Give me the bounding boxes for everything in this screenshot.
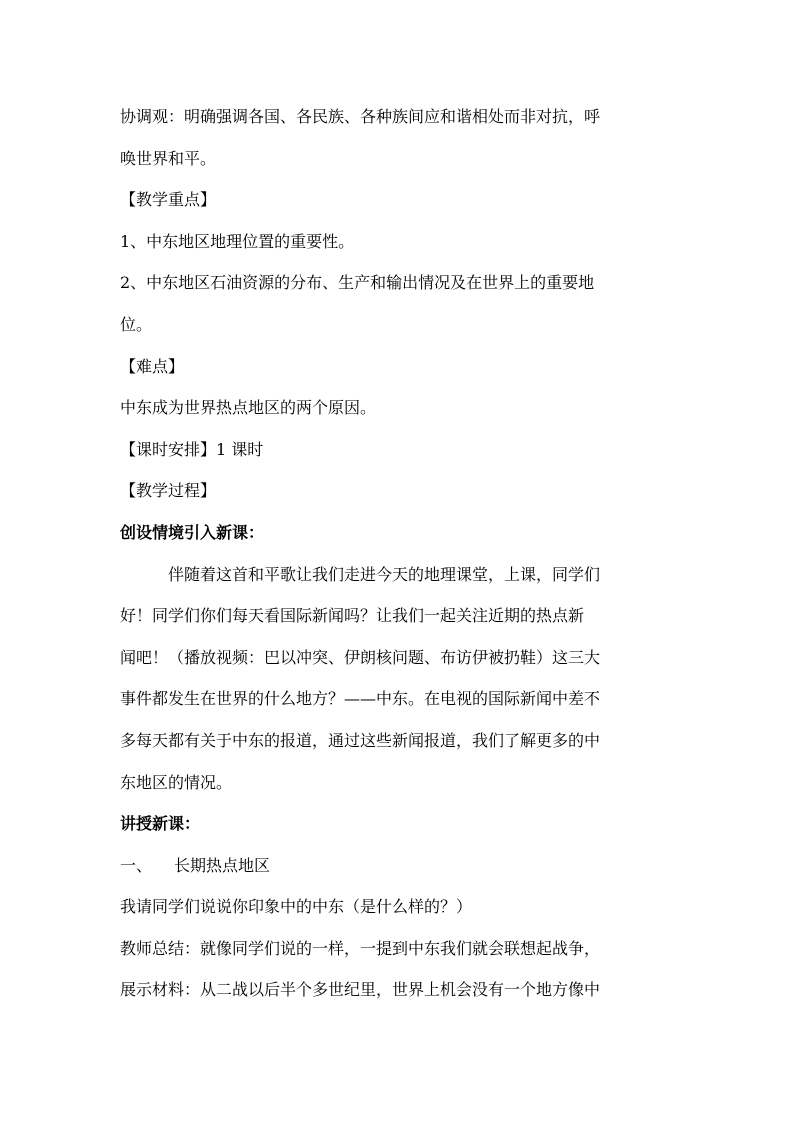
text-line: 协调观：明确强调各国、各民族、各种族间应和谐相处而非对抗，呼 [120,107,601,126]
section-heading-schedule: 【课时安排】1 课时 [120,439,264,459]
paragraph-line: 好！同学们你们每天看国际新闻吗？让我们一起关注近期的热点新 [120,606,585,626]
numbered-heading [120,845,690,887]
list-item: 2、中东地区石油资源的分布、生产和输出情况及在世界上的重要地 [120,273,595,293]
document-body [120,96,690,1011]
paragraph-line: 多每天都有关于中东的报道，通过这些新闻报道，我们了解更多的中 [120,730,601,750]
paragraph-line: 事件都发生在世界的什么地方？——中东。在电视的国际新闻中差不 [120,689,601,709]
text-line: 中东成为世界热点地区的两个原因。 [120,398,377,418]
section-heading-difficulty: 【难点】 [120,356,185,376]
heading-number: 一、 [120,855,153,875]
paragraph-line: 伴随着这首和平歌让我们走进今天的地理课堂，上课，同学们 [168,564,601,584]
text-line: 教师总结：就像同学们说的一样，一提到中东我们就会联想起战争， [120,938,601,958]
list-item: 1、中东地区地理位置的重要性。 [120,231,355,251]
heading-text: 长期热点地区 [174,855,271,875]
text-line: 我请同学们说说你印象中的中东（是什么样的？） [120,897,473,917]
subheading-introduction: 创设情境引入新课： [120,522,265,542]
section-heading-teaching-process: 【教学过程】 [120,481,217,501]
paragraph-line: 闻吧！（播放视频：巴以冲突、伊朗核问题、布访伊被扔鞋）这三大 [120,647,601,667]
section-heading-teaching-focus: 【教学重点】 [120,190,217,210]
text-line: 唤世界和平。 [120,148,217,168]
text-line: 位。 [120,314,153,334]
text-line: 展示材料：从二战以后半个多世纪里，世界上机会没有一个地方像中 [120,980,601,1000]
paragraph-line: 东地区的情况。 [120,772,233,792]
subheading-new-lesson: 讲授新课： [120,814,201,834]
